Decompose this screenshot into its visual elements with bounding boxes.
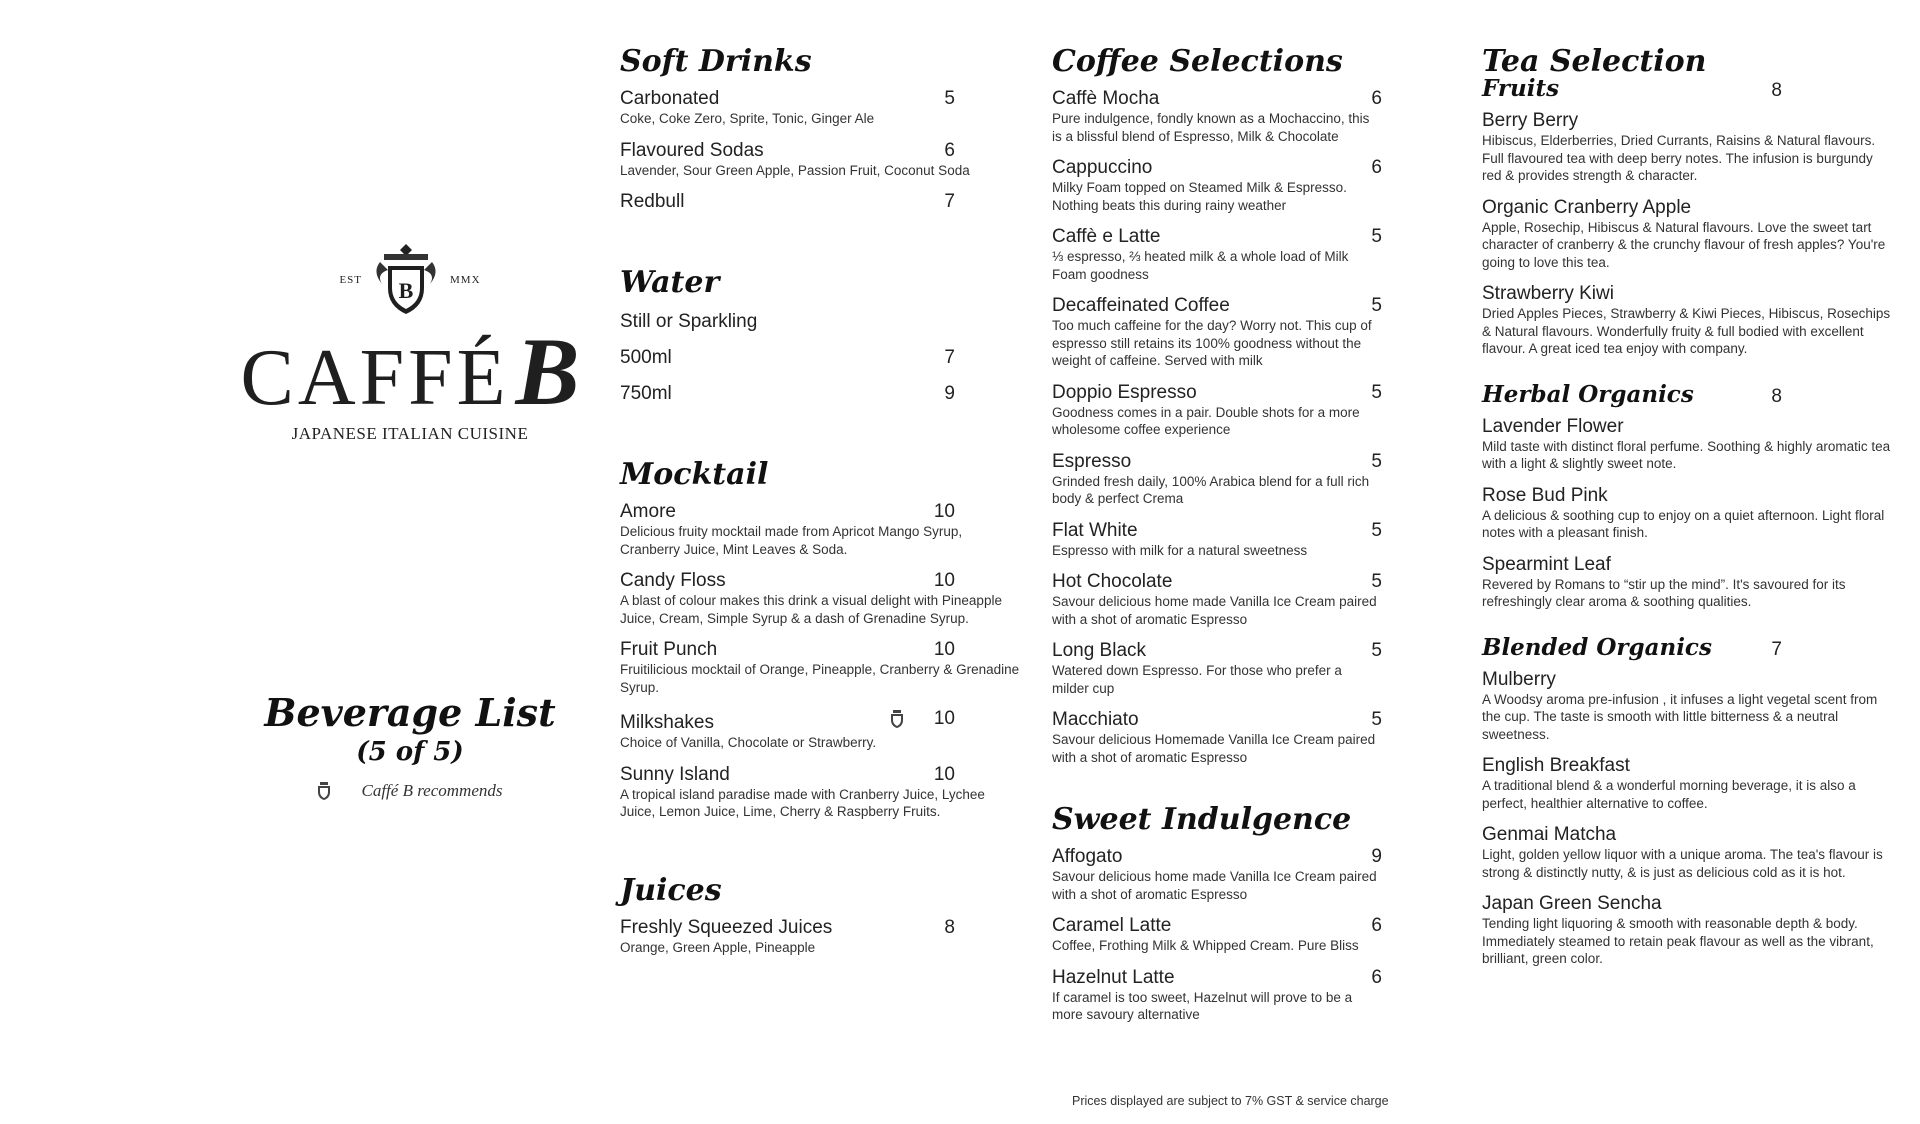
section-title: Coffee Selections: [1052, 44, 1343, 79]
menu-item: [1052, 571, 1382, 628]
menu-item: [1052, 967, 1382, 1024]
item-price: 7: [944, 347, 955, 368]
item-description: ⅓ espresso, ⅔ heated milk & a whole load of Milk Foam goodness: [1052, 249, 1349, 282]
item-description: Savour delicious home made Vanilla Ice Cream paired with a shot of aromatic Espresso: [1052, 594, 1377, 627]
item-price: 5: [1371, 640, 1382, 661]
menu-item: [620, 383, 1020, 405]
brand-name: CAFFÉ: [240, 334, 510, 422]
item-name: Candy Floss: [620, 570, 726, 591]
item-price: 10: [933, 763, 955, 785]
item-name: Strawberry Kiwi: [1482, 283, 1614, 304]
menu-item: [1482, 416, 1892, 473]
subsection-herbal: [1482, 380, 1782, 410]
item-description: Revered by Romans to “stir up the mind”. It's savoured for its refreshingly clear aroma & soothing qualities.: [1482, 576, 1846, 609]
crest-icon: [370, 240, 442, 320]
menu-item: [1482, 110, 1892, 185]
item-name: Milkshakes: [620, 712, 714, 733]
item-price: 10: [933, 501, 955, 522]
item-name: Genmai Matcha: [1482, 824, 1617, 845]
menu-item: [1482, 554, 1892, 611]
subsection-price: 8: [1771, 80, 1782, 101]
item-description: Hibiscus, Elderberries, Dried Currants, Raisins & Natural flavours. Full flavoured tea with deep berry notes. The infusion is burgundy red & provides strength & character.: [1482, 133, 1876, 183]
recommend-legend: [230, 781, 590, 801]
item-description: A traditional blend & a wonderful morning beverage, it is also a perfect, healthier alternative to coffee.: [1482, 778, 1856, 811]
item-description: Milky Foam topped on Steamed Milk & Espresso. Nothing beats this during rainy weather: [1052, 180, 1347, 213]
menu-item: [1052, 157, 1382, 214]
item-name: Long Black: [1052, 640, 1147, 661]
item-description: A Woodsy aroma pre-infusion , it infuses a light vegetal scent from the cup. The taste is smooth with little bitterness & a neutral sweetness.: [1482, 691, 1878, 742]
item-description: Dried Apples Pieces, Strawberry & Kiwi Pieces, Hibiscus, Rosechips & Natural flavours. Wonderfully fruity & full bodied with excellent flavour. A great iced tea enjoy with company.: [1482, 306, 1891, 356]
subsection-blended: [1482, 633, 1782, 663]
item-price: 5: [1371, 709, 1382, 730]
item-price: 5: [1371, 571, 1382, 592]
section-soft-drinks: [620, 44, 1020, 213]
section-title: Juices: [620, 872, 722, 908]
item-description: A blast of colour makes this drink a visual delight with Pineapple Juice, Cream, Simple Syrup & a dash of Grenadine Syrup.: [620, 593, 1002, 626]
item-price: 6: [1371, 88, 1382, 109]
item-description: A delicious & soothing cup to enjoy on a quiet afternoon. Light floral notes with a pleasant finish.: [1482, 507, 1885, 540]
est-label: EST: [339, 274, 363, 286]
item-name: Japan Green Sencha: [1482, 893, 1662, 914]
menu-item: [1482, 485, 1892, 542]
item-name: Flat White: [1052, 519, 1138, 541]
item-name: English Breakfast: [1482, 755, 1630, 776]
item-name: Affogato: [1052, 846, 1123, 867]
menu-item: [1482, 755, 1892, 812]
menu-item: [1052, 915, 1382, 955]
item-name: Caramel Latte: [1052, 915, 1172, 936]
svg-text:B: B: [398, 278, 414, 303]
item-description: If caramel is too sweet, Hazelnut will prove to be a more savoury alternative: [1052, 989, 1353, 1022]
item-name: Decaffeinated Coffee: [1052, 295, 1230, 316]
section-title: Tea Selection: [1482, 44, 1707, 79]
item-price: 5: [1371, 519, 1382, 541]
item-description: Savour delicious home made Vanilla Ice Cream paired with a shot of aromatic Espresso: [1052, 869, 1377, 902]
brand-letter: B: [515, 318, 580, 425]
menu-item: [620, 311, 1020, 333]
item-price: 10: [933, 570, 955, 591]
menu-item: [1482, 669, 1892, 744]
item-name: Mulberry: [1482, 668, 1556, 690]
brand-tagline: JAPANESE ITALIAN CUISINE: [291, 424, 529, 443]
item-name: Rose Bud Pink: [1482, 484, 1608, 506]
item-name: Hazelnut Latte: [1052, 966, 1175, 988]
item-name: Redbull: [620, 191, 685, 212]
menu-item: [620, 191, 1020, 213]
item-price: 6: [1371, 157, 1382, 178]
menu-item: [1052, 226, 1382, 283]
brand-wordmark: [230, 318, 590, 425]
item-description: Orange, Green Apple, Pineapple: [620, 939, 816, 955]
menu-item: [620, 88, 1020, 128]
menu-item: [1482, 893, 1892, 968]
subsection-price: 8: [1771, 385, 1782, 407]
beverage-list-page: (5 of 5): [356, 737, 464, 767]
item-price: 5: [944, 88, 955, 109]
section-coffee: [1052, 44, 1382, 766]
item-price: 5: [1371, 381, 1382, 403]
item-description: A tropical island paradise made with Cranberry Juice, Lychee Juice, Lemon Juice, Lime, Cherry & Raspberry Fruits.: [620, 786, 985, 819]
item-description: Fruitilicious mocktail of Orange, Pineapple, Cranberry & Grenadine Syrup.: [620, 662, 1020, 695]
menu-column-1: [620, 44, 1020, 956]
item-price: 6: [1371, 966, 1382, 988]
menu-item: [1052, 88, 1382, 145]
item-name: Berry Berry: [1482, 110, 1579, 131]
recommend-icon: [890, 710, 904, 728]
item-description: Savour delicious Homemade Vanilla Ice Cream paired with a shot of aromatic Espresso: [1052, 732, 1376, 765]
item-price: 7: [944, 191, 955, 212]
item-description: Watered down Espresso. For those who prefer a milder cup: [1052, 663, 1342, 696]
beverage-list-title: Beverage List: [264, 690, 556, 735]
mmx-label: MMX: [450, 274, 481, 286]
subsection-title: Herbal Organics: [1482, 380, 1694, 408]
item-description: Apple, Rosechip, Hibiscus & Natural flavours. Love the sweet tart character of cranberry & the crunchy flavour of fresh apples? You're going to love this tea.: [1482, 219, 1886, 270]
item-name: Organic Cranberry Apple: [1482, 196, 1692, 218]
item-price: 5: [1371, 295, 1382, 316]
item-name: Doppio Espresso: [1052, 381, 1197, 403]
item-price: 9: [944, 383, 955, 404]
item-name: Caffè Mocha: [1052, 88, 1160, 109]
menu-item: [620, 708, 1020, 752]
item-name: Amore: [620, 501, 676, 522]
item-price: 6: [1371, 915, 1382, 936]
menu-item: [1482, 197, 1892, 272]
menu-item: [620, 917, 1020, 957]
recommend-label: Caffé B recommends: [361, 781, 503, 800]
item-price: 10: [933, 708, 955, 729]
item-price: 9: [1371, 846, 1382, 867]
subsection-title: Fruits: [1482, 75, 1560, 102]
item-name: Flavoured Sodas: [620, 139, 764, 161]
menu-item: [1052, 709, 1382, 766]
item-name: Hot Chocolate: [1052, 571, 1173, 592]
section-tea: [1482, 44, 1892, 968]
item-description: Tending light liquoring & smooth with reasonable depth & body. Immediately steamed to retain peak flavour as well as the vibrant, brilliant, green color.: [1482, 916, 1874, 966]
item-name: Carbonated: [620, 88, 720, 109]
item-description: Mild taste with distinct floral perfume. Soothing & highly aromatic tea with a light & slightly sweet note.: [1482, 438, 1891, 471]
item-description: Coke, Coke Zero, Sprite, Tonic, Ginger Ale: [620, 111, 875, 126]
section-title: Sweet Indulgence: [1052, 802, 1352, 837]
menu-item: [620, 347, 1020, 369]
item-name: 500ml: [620, 347, 672, 368]
section-title: Mocktail: [620, 457, 769, 492]
item-price: 5: [1371, 450, 1382, 472]
menu-item: [1052, 451, 1382, 508]
item-description: Grinded fresh daily, 100% Arabica blend for a full rich body & perfect Crema: [1052, 473, 1370, 506]
item-description: Too much caffeine for the day? Worry not. This cup of espresso still retains its 100% goodness without the weight of caffeine. Served with milk: [1052, 318, 1372, 368]
item-price: 8: [944, 916, 955, 938]
menu-item: [1482, 283, 1892, 358]
section-juices: [620, 873, 1020, 957]
item-description: Choice of Vanilla, Chocolate or Strawberry.: [620, 735, 877, 750]
menu-item: [1052, 520, 1382, 560]
item-description: Delicious fruity mocktail made from Apricot Mango Syrup, Cranberry Juice, Mint Leaves & Soda.: [620, 524, 963, 557]
section-sweet-indulgence: [1052, 802, 1382, 1024]
item-name: Caffè e Latte: [1052, 226, 1161, 247]
item-description: Espresso with milk for a natural sweetness: [1052, 542, 1308, 558]
item-name: Cappuccino: [1052, 157, 1153, 178]
item-name: Sunny Island: [620, 763, 730, 785]
beverage-list-label: [230, 690, 590, 801]
item-name: Macchiato: [1052, 709, 1139, 730]
menu-column-2: [1052, 44, 1382, 1024]
item-name: Still or Sparkling: [620, 311, 758, 332]
item-price: 6: [944, 139, 955, 161]
item-description: Goodness comes in a pair. Double shots for a more wholesome coffee experience: [1052, 404, 1360, 437]
menu-item: [620, 501, 1020, 558]
price-disclaimer: Prices displayed are subject to 7% GST & service charge: [1072, 1094, 1389, 1108]
item-price: 5: [1371, 226, 1382, 247]
menu-column-3: [1482, 44, 1892, 968]
menu-item: [620, 570, 1020, 627]
menu-item: [1482, 824, 1892, 881]
menu-item: [1052, 846, 1382, 903]
menu-item: [620, 140, 1020, 180]
item-name: Espresso: [1052, 450, 1132, 472]
item-description: Lavender, Sour Green Apple, Passion Fruit, Coconut Soda: [620, 162, 970, 178]
item-name: 750ml: [620, 383, 672, 404]
item-name: Freshly Squeezed Juices: [620, 916, 833, 938]
recommend-icon: [317, 782, 331, 800]
item-name: Lavender Flower: [1482, 415, 1624, 437]
section-title: Water: [620, 265, 720, 300]
menu-item: [1052, 382, 1382, 439]
section-water: [620, 265, 1020, 405]
brand-logo: [230, 240, 590, 444]
menu-item: [1052, 295, 1382, 370]
item-name: Fruit Punch: [620, 639, 718, 660]
subsection-title: Blended Organics: [1482, 633, 1712, 661]
item-description: Pure indulgence, fondly known as a Mochaccino, this is a blissful blend of Espresso, Milk & Chocolate: [1052, 111, 1370, 144]
item-description: Coffee, Frothing Milk & Whipped Cream. Pure Bliss: [1052, 938, 1359, 953]
menu-item: [620, 764, 1020, 821]
menu-item: [1052, 640, 1382, 697]
section-mocktail: [620, 457, 1020, 821]
subsection-price: 7: [1771, 638, 1782, 660]
item-name: Spearmint Leaf: [1482, 553, 1611, 575]
item-description: Light, golden yellow liquor with a unique aroma. The tea's flavour is strong & distinctly nutty, & is just as delicious cold as it is hot.: [1482, 847, 1883, 880]
item-price: 10: [933, 639, 955, 660]
section-title: Soft Drinks: [620, 44, 812, 79]
menu-item: [620, 639, 1020, 696]
